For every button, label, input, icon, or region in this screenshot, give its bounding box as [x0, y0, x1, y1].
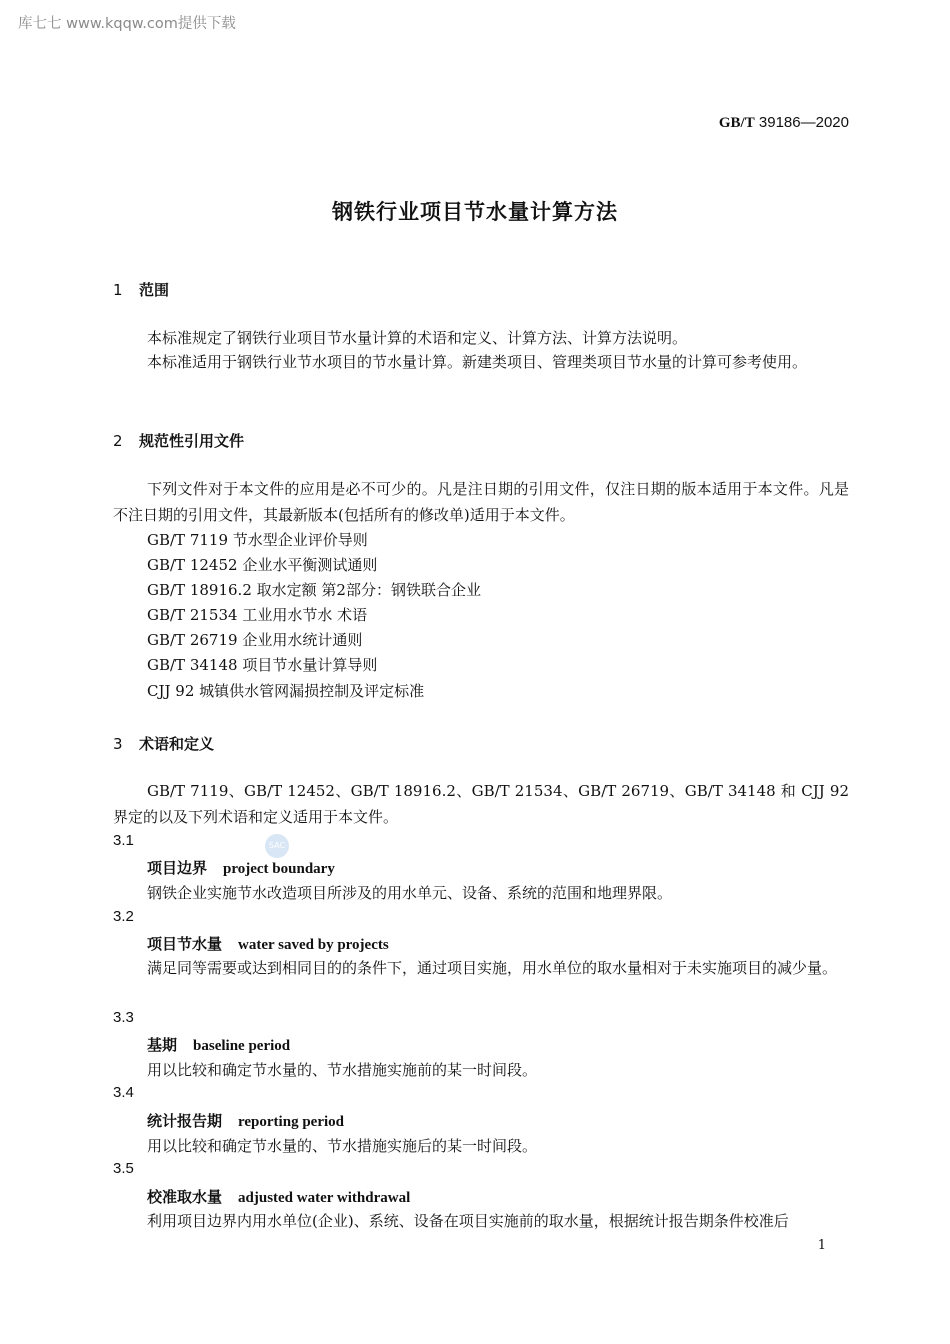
term-heading: [147, 857, 335, 878]
term-zh: 基期: [147, 1036, 178, 1054]
section-number: 2: [113, 432, 123, 450]
term-definition: 利用项目边界内用水单位(企业)、系统、设备在项目实施前的取水量，根据统计报告期条件校准后: [147, 1212, 789, 1230]
reference-item: CJJ 92 城镇供水管网漏损控制及评定标准: [147, 682, 425, 700]
term-number: 3.1: [113, 832, 134, 849]
section-heading-1: [113, 279, 169, 300]
term-heading: [147, 933, 389, 954]
reference-item: GB/T 18916.2 取水定额 第2部分：钢铁联合企业: [147, 581, 481, 599]
term-number: 3.2: [113, 908, 134, 925]
watermark-text: 库七七 www.kqqw.com提供下载: [18, 16, 236, 32]
term-number: 3.3: [113, 1009, 134, 1026]
page-number: 1: [817, 1238, 826, 1253]
term-heading: [147, 1110, 344, 1131]
reference-item: GB/T 12452 企业水平衡测试通则: [147, 556, 378, 574]
term-zh: 统计报告期: [147, 1112, 223, 1130]
section-title: 术语和定义: [139, 735, 215, 753]
term-en: water saved by projects: [238, 937, 389, 953]
standard-number: [719, 114, 849, 132]
sac-watermark-logo: SAC: [265, 834, 289, 858]
term-number: 3.5: [113, 1160, 134, 1177]
term-heading: [147, 1034, 290, 1055]
scope-paragraph-1: 本标准规定了钢铁行业项目节水量计算的术语和定义、计算方法、计算方法说明。: [147, 329, 688, 347]
term-number: 3.4: [113, 1084, 134, 1101]
term-definition: 钢铁企业实施节水改造项目所涉及的用水单元、设备、系统的范围和地理界限。: [147, 884, 673, 902]
reference-item: GB/T 26719 企业用水统计通则: [147, 631, 363, 649]
section-heading-3: [113, 733, 214, 754]
reference-item: GB/T 7119 节水型企业评价导则: [147, 531, 368, 549]
term-zh: 项目边界: [147, 859, 208, 877]
section-title: 规范性引用文件: [139, 432, 245, 450]
reference-item: GB/T 34148 项目节水量计算导则: [147, 656, 378, 674]
section-heading-2: [113, 430, 244, 451]
term-definition: 满足同等需要或达到相同目的的条件下，通过项目实施，用水单位的取水量相对于未实施项目的减少量。: [147, 959, 838, 977]
section-number: 3: [113, 735, 123, 753]
term-zh: 校准取水量: [147, 1188, 223, 1206]
term-en: baseline period: [193, 1038, 291, 1054]
document-title: 钢铁行业项目节水量计算方法: [332, 200, 618, 224]
term-en: project boundary: [223, 861, 335, 877]
section-title: 范围: [139, 281, 170, 299]
term-en: reporting period: [238, 1114, 344, 1130]
standard-code: 39186—2020: [758, 114, 849, 131]
term-definition: 用以比较和确定节水量的、节水措施实施后的某一时间段。: [147, 1137, 538, 1155]
section-number: 1: [113, 281, 123, 299]
scope-paragraph-2: 本标准适用于钢铁行业节水项目的节水量计算。新建类项目、管理类项目节水量的计算可参考使用。: [147, 353, 808, 371]
normative-intro: 下列文件对于本文件的应用是必不可少的。凡是注日期的引用文件，仅注日期的版本适用于本文件。凡是不注日期的引用文件，其最新版本(包括所有的修改单)适用于本文件。: [113, 480, 849, 524]
standard-prefix: GB/T: [718, 115, 755, 131]
term-en: adjusted water withdrawal: [238, 1190, 411, 1206]
reference-item: GB/T 21534 工业用水节水 术语: [147, 606, 368, 624]
term-heading: [147, 1186, 410, 1207]
term-definition: 用以比较和确定节水量的、节水措施实施前的某一时间段。: [147, 1061, 538, 1079]
term-zh: 项目节水量: [147, 935, 223, 953]
terms-intro: GB/T 7119、GB/T 12452、GB/T 18916.2、GB/T 21534、GB/T 26719、GB/T 34148 和 CJJ 92 界定的以及下列术语和定义适用于本文件。: [113, 782, 849, 826]
